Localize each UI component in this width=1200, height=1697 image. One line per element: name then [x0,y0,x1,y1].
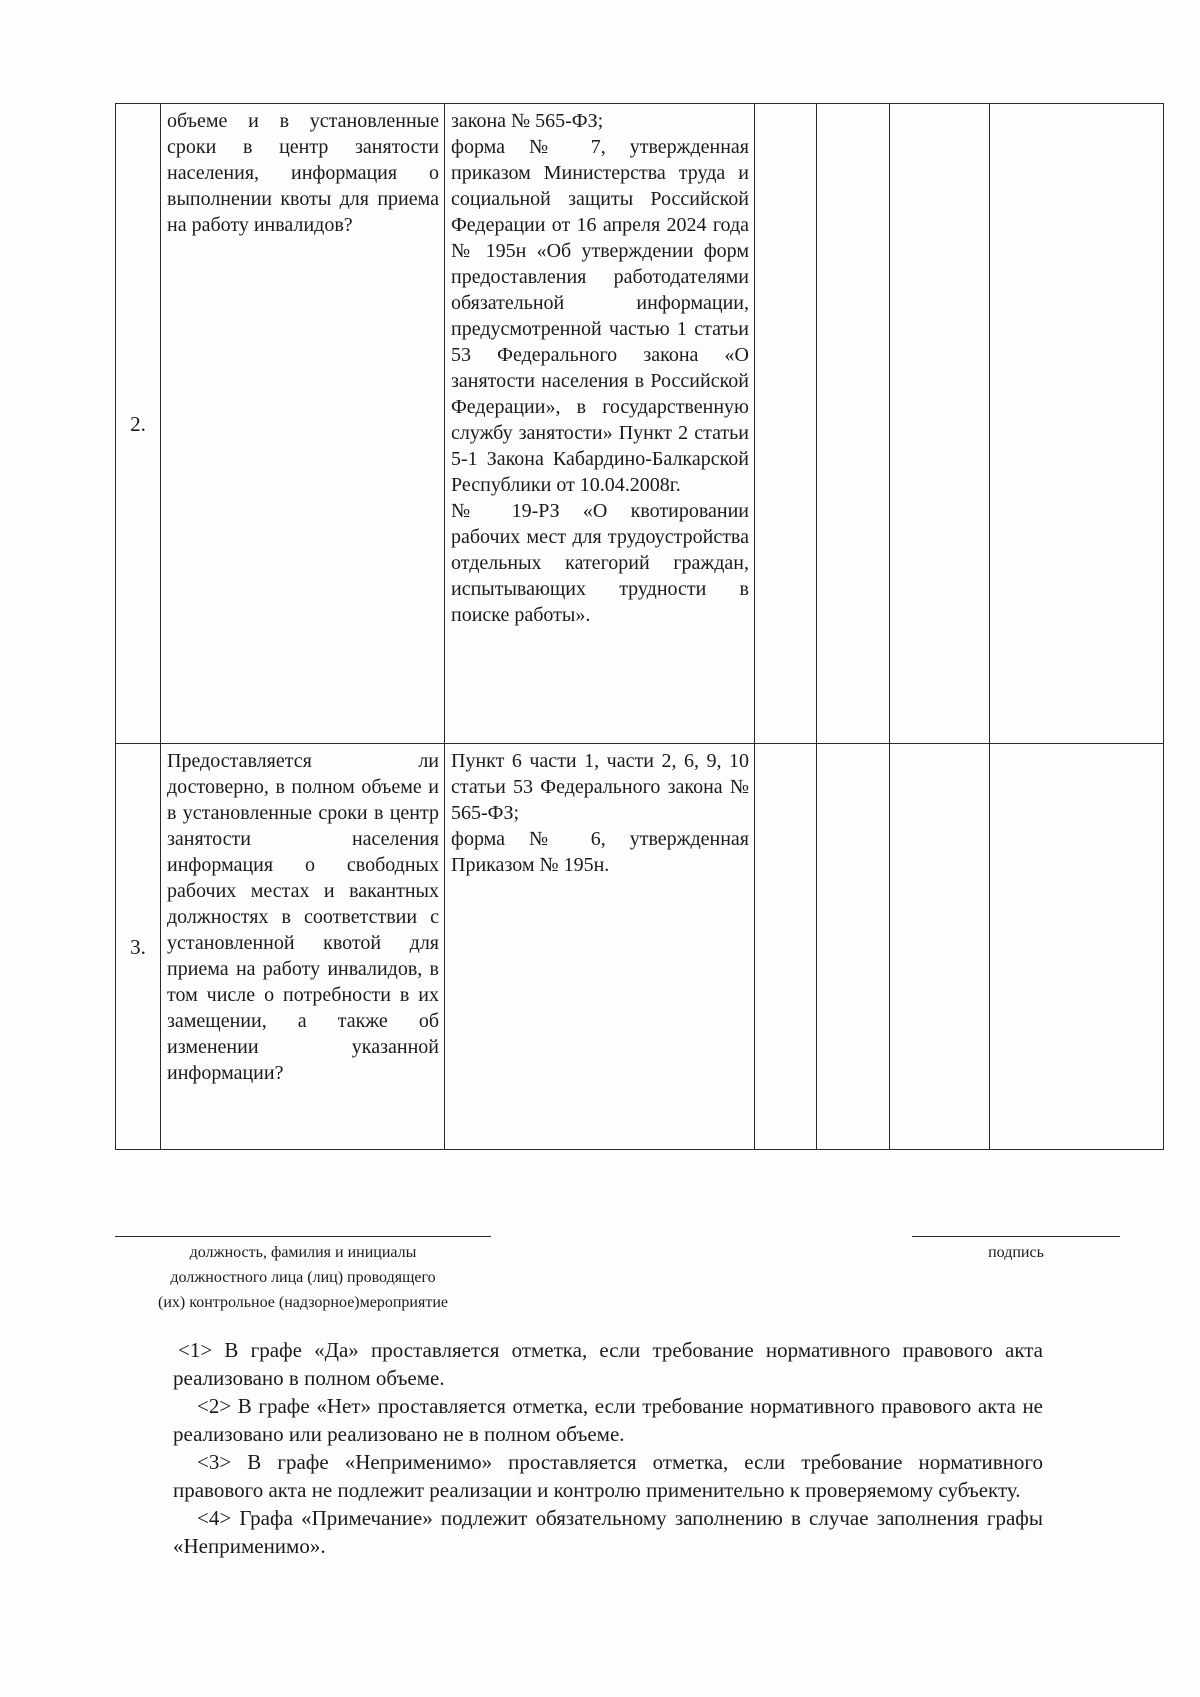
answer-no-cell[interactable] [817,104,890,744]
footnote: <1> В графе «Да» проставляется отметка, если требование нормативного правового акта реализовано в полном объеме. [173,1338,1043,1390]
answer-yes-cell[interactable] [755,744,817,1150]
question-text: Предоставляется ли достоверно, в полном объеме и в установленные сроки в центр занятости населения информация о свободных рабочих местах и вакантных должностях в соответствии с установленной квотой для приема на работу инвалидов, в том числе о потребности в их замещении, а также об изменении указанной информации? [167,750,439,1084]
answer-not-applicable-cell[interactable] [890,104,990,744]
caption-line: (их) контрольное (надзорное)мероприятие [158,1294,448,1311]
footnotes [173,1336,1043,1560]
position-name-caption [115,1240,491,1315]
reference-text: закона № 565-ФЗ; [451,110,604,132]
answer-yes-cell[interactable] [755,104,817,744]
checklist-table [115,103,1164,1150]
requirement-question [161,744,445,1150]
reference-text: № 19-РЗ «О квотировании рабочих мест для трудоустройства отдельных категорий граждан, испытывающих трудности в поиске работы». [451,500,749,626]
footnote: <3> В графе «Неприменимо» проставляется отметка, если требование нормативного правового акта не подлежит реализации и контролю применительно к проверяемому субъекту. [173,1450,1043,1502]
legal-reference [445,744,755,1150]
table-row [116,104,1164,744]
note-cell[interactable] [990,744,1164,1150]
reference-text: форма № 6, утвержденная Приказом № 195н. [451,828,749,876]
table-row [116,744,1164,1150]
requirement-question [161,104,445,744]
row-number: 3. [116,744,161,1150]
caption-line: должность, фамилия и инициалы [189,1244,417,1261]
legal-reference [445,104,755,744]
reference-text: Пункт 6 части 1, части 2, 6, 9, 10 статьи 53 Федерального закона № 565-ФЗ; [451,750,749,824]
position-name-signature-line[interactable] [115,1236,491,1237]
note-cell[interactable] [990,104,1164,744]
answer-not-applicable-cell[interactable] [890,744,990,1150]
signature-line[interactable] [912,1236,1120,1237]
footnote: <2> В графе «Нет» проставляется отметка, если требование нормативного правового акта не реализовано или реализовано не в полном объеме. [173,1394,1043,1446]
reference-text: форма № 7, утвержденная приказом Министерства труда и социальной защиты Российской Федерации от 16 апреля 2024 года № 195н «Об утверждении форм предоставления работодателями обязательной информации, предусмотренной частью 1 статьи 53 Федерального закона «О занятости населения в Российской Федерации», в государственную службу занятости» Пункт 2 статьи 5-1 Закона Кабардино-Балкарской Республики от 10.04.2008г. [451,136,749,496]
answer-no-cell[interactable] [817,744,890,1150]
row-number: 2. [116,104,161,744]
caption-line: должностного лица (лиц) проводящего [170,1269,436,1286]
question-text: объеме и в установленные сроки в центр занятости населения, информация о выполнении квоты для приема на работу инвалидов? [167,110,439,236]
signature-caption: подпись [988,1244,1044,1261]
footnote: <4> Графа «Примечание» подлежит обязательному заполнению в случае заполнения графы «Неприменимо». [173,1506,1043,1558]
